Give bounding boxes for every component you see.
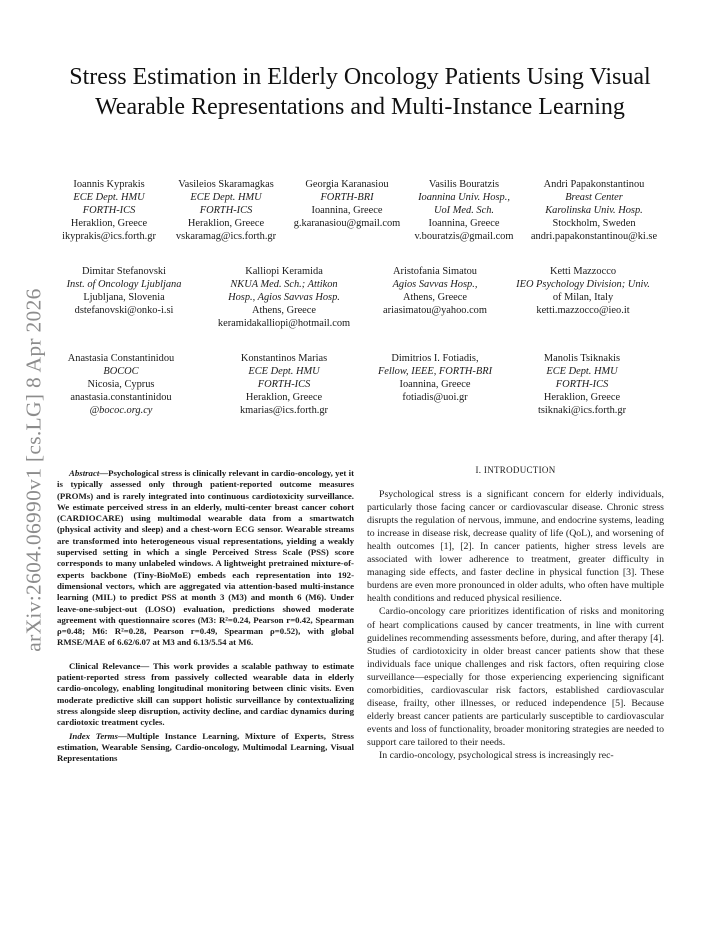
author-block bbox=[214, 265, 354, 330]
index-terms-label: Index Terms bbox=[69, 730, 118, 741]
author-location: Ioannina, Greece bbox=[311, 205, 383, 216]
author-affiliation: Breast Center bbox=[565, 192, 623, 203]
author-name: Aristofania Simatou bbox=[393, 266, 477, 277]
author-email-domain: @bococ.org.cy bbox=[89, 405, 153, 416]
author-location: Athens, Greece bbox=[402, 292, 468, 303]
author-affiliation: FORTH-BRI bbox=[320, 192, 374, 203]
author-email: ikyprakis@ics.forth.gr bbox=[62, 231, 156, 242]
author-block bbox=[508, 265, 658, 317]
author-location: Heraklion, Greece bbox=[187, 218, 265, 229]
author-block bbox=[58, 265, 190, 317]
author-email: g.karanasiou@gmail.com bbox=[293, 218, 401, 229]
author-block bbox=[523, 178, 665, 243]
author-block bbox=[50, 178, 168, 243]
arxiv-id-text: arXiv:2604.06990v1 [cs.LG] 8 Apr 2026 bbox=[21, 288, 46, 652]
author-email: v.bouratzis@gmail.com bbox=[414, 231, 514, 242]
author-name: Vasileios Skaramagkas bbox=[178, 179, 274, 190]
paper-title: Stress Estimation in Elderly Oncology Patients Using Visual Wearable Representations and Multi-Instance Learning bbox=[69, 64, 651, 120]
author-block bbox=[214, 352, 354, 417]
author-affiliation: ECE Dept. HMU bbox=[73, 192, 145, 203]
author-name: Manolis Tsiknakis bbox=[543, 353, 621, 364]
author-name: Andri Papakonstantinou bbox=[543, 179, 645, 190]
author-name: Ketti Mazzocco bbox=[549, 266, 617, 277]
author-email: ketti.mazzocco@ieo.it bbox=[536, 305, 630, 316]
author-location: of Milan, Italy bbox=[552, 292, 614, 303]
author-affiliation: Inst. of Oncology Ljubljana bbox=[66, 279, 182, 290]
author-affiliation: FORTH-ICS bbox=[257, 379, 311, 390]
author-block bbox=[405, 178, 523, 243]
intro-paragraph: Cardio-oncology care prioritizes identification of risks and monitoring of heart complications caused by cancer treatments, in line with current guidelines recommending assessments before, during, and after therapy [4]. Studies of cardiotoxicity in older breast cancer patients show that these individuals face unique challenges and risk factors, often requiring close surveillance—especially for those experiencing experiencing significant comorbidities, cardiovascular risk factors, established cardiovascular disease, frailty, other illnesses, or reduced independence [5]. Because elderly breast cancer patients are particularly susceptible to cardiovascular events and loss of functionality, broader monitoring strategies are needed to support care tailored to their needs. bbox=[367, 606, 664, 748]
index-terms-paragraph bbox=[57, 731, 354, 765]
author-name: Ioannis Kyprakis bbox=[73, 179, 145, 190]
section-heading: I. INTRODUCTION bbox=[475, 465, 556, 475]
author-affiliation: ECE Dept. HMU bbox=[190, 192, 262, 203]
author-affiliation: FORTH-ICS bbox=[555, 379, 609, 390]
introduction-section bbox=[367, 464, 664, 762]
author-email: keramidakalliopi@hotmail.com bbox=[217, 318, 351, 329]
author-block bbox=[365, 352, 505, 404]
author-block bbox=[370, 265, 500, 317]
author-block bbox=[163, 178, 289, 243]
author-location: Ioannina, Greece bbox=[399, 379, 471, 390]
author-email: tsiknaki@ics.forth.gr bbox=[537, 405, 627, 416]
author-block bbox=[287, 178, 407, 230]
intro-paragraph: Psychological stress is a significant concern for elderly individuals, particularly those facing cancer or cardiovascular disease. Chronic stress disrupts the regulation of nervous, immune, and endocrine systems, leading to increase in disease risk, decrease quality of life (QoL), and worsening of health outcomes [1], [2]. In cancer patients, higher stress levels are associated with lower adherence to treatment, greater difficulty in managing side effects, and faster decline in physical function [3]. These burdens are even more pronounced in older adults, who often have multiple health conditions and reduced physical resilience. bbox=[367, 489, 664, 605]
author-name: Kalliopi Keramida bbox=[245, 266, 323, 277]
author-location: Heraklion, Greece bbox=[543, 392, 621, 403]
author-affiliation: FORTH-ICS bbox=[82, 205, 136, 216]
abstract-section bbox=[57, 468, 354, 764]
author-location: Ljubljana, Slovenia bbox=[83, 292, 165, 303]
index-terms-text: —Multiple Instance Learning, Mixture of Experts, Stress estimation, Wearable Sensing, Cardio-oncology, Multimodal Learning, Visual Representations bbox=[57, 730, 354, 764]
author-affiliation: FORTH-ICS bbox=[199, 205, 253, 216]
author-affiliation: BOCOC bbox=[103, 366, 139, 377]
author-affiliation: ECE Dept. HMU bbox=[248, 366, 320, 377]
abstract-paragraph bbox=[57, 468, 354, 649]
author-location: Athens, Greece bbox=[251, 305, 317, 316]
author-affiliation: UoI Med. Sch. bbox=[433, 205, 494, 216]
clinical-relevance: Clinical Relevance— This work provides a scalable pathway to estimate patient-reported stress from passively collected wearable data in elderly cardio-oncology, enabling longitudinal monitoring between clinic visits. Even moderate predictive skill can support holistic surveillance by contextualizing stress alongside sleep disruption, activity decline, and cardiac dynamics during cardiotoxic treatment cycles. bbox=[57, 660, 354, 728]
author-affiliation: Karolinska Univ. Hosp. bbox=[545, 205, 643, 216]
author-email: dstefanovski@onko-i.si bbox=[74, 305, 174, 316]
abstract-label: Abstract bbox=[69, 468, 100, 478]
author-name: Dimitar Stefanovski bbox=[82, 266, 166, 277]
author-affiliation: IEO Psychology Division; Univ. bbox=[516, 279, 650, 290]
author-location: Ioannina, Greece bbox=[428, 218, 500, 229]
author-email: ariasimatou@yahoo.com bbox=[383, 305, 487, 316]
author-location: Stockholm, Sweden bbox=[552, 218, 636, 229]
author-affiliation: Fellow, IEEE, FORTH-BRI bbox=[377, 366, 493, 377]
author-email: vskaramag@ics.forth.gr bbox=[175, 231, 277, 242]
author-name: Konstantinos Marias bbox=[240, 353, 328, 364]
author-name: Dimitrios I. Fotiadis, bbox=[391, 353, 479, 364]
author-affiliation: Hosp., Agios Savvas Hosp. bbox=[228, 292, 340, 303]
author-name: Anastasia Constantinidou bbox=[67, 353, 175, 364]
author-email: anastasia.constantinidou bbox=[70, 392, 172, 403]
author-email: andri.papakonstantinou@ki.se bbox=[530, 231, 658, 242]
author-block bbox=[52, 352, 190, 417]
author-name: Georgia Karanasiou bbox=[305, 179, 389, 190]
intro-paragraph: In cardio-oncology, psychological stress is increasingly rec- bbox=[379, 749, 614, 761]
author-location: Nicosia, Cyprus bbox=[87, 379, 155, 390]
arxiv-identifier-stamp bbox=[14, 260, 54, 680]
author-affiliation: NKUA Med. Sch.; Attikon bbox=[230, 279, 338, 290]
author-affiliation: ECE Dept. HMU bbox=[546, 366, 618, 377]
author-affiliation: Ioannina Univ. Hosp., bbox=[418, 192, 510, 203]
abstract-text: —Psychological stress is clinically relevant in cardio-oncology, yet it is typically assessed only through patient-reported outcome measures (PROMs) and is rarely integrated into continuous cardiotoxicity surveillance. We estimate perceived stress in an elderly, multi-center breast cancer cohort (CARDIOCARE) using multimodal wearable data from a smartwatch (physical activity and sleep) and a chest-worn ECG sensor. Wearable streams are transformed into heterogeneous visual representations, yielding a weakly supervised setting in which a single Perceived Stress Scale (PSS) score corresponds to many unlabeled windows. A lightweight pretrained mixture-of-experts backbone (Tiny-BioMoE) embeds each representation into 192-dimensional vectors, which are aggregated via attention-based multi-instance learning (MIL) to predict PSS at month 3 (M3) and month 6 (M6). Under leave-one-subject-out (LOSO) evaluation, predictions showed moderate agreement with questionnaire scores (M3: R²=0.24, Pearson r=0.42, Spearman ρ=0.48; M6: R²=0.28, Pearson r=0.49, Spearman ρ=0.52), with global RMSE/MAE of 6.62/6.07 at M3 and 6.13/5.54 at M6. bbox=[57, 468, 354, 648]
author-location: Heraklion, Greece bbox=[70, 218, 148, 229]
author-name: Vasilis Bouratzis bbox=[428, 179, 500, 190]
author-affiliation: Agios Savvas Hosp., bbox=[392, 279, 478, 290]
author-email: fotiadis@uoi.gr bbox=[402, 392, 468, 403]
author-location: Heraklion, Greece bbox=[245, 392, 323, 403]
author-block bbox=[518, 352, 646, 417]
author-email: kmarias@ics.forth.gr bbox=[239, 405, 329, 416]
